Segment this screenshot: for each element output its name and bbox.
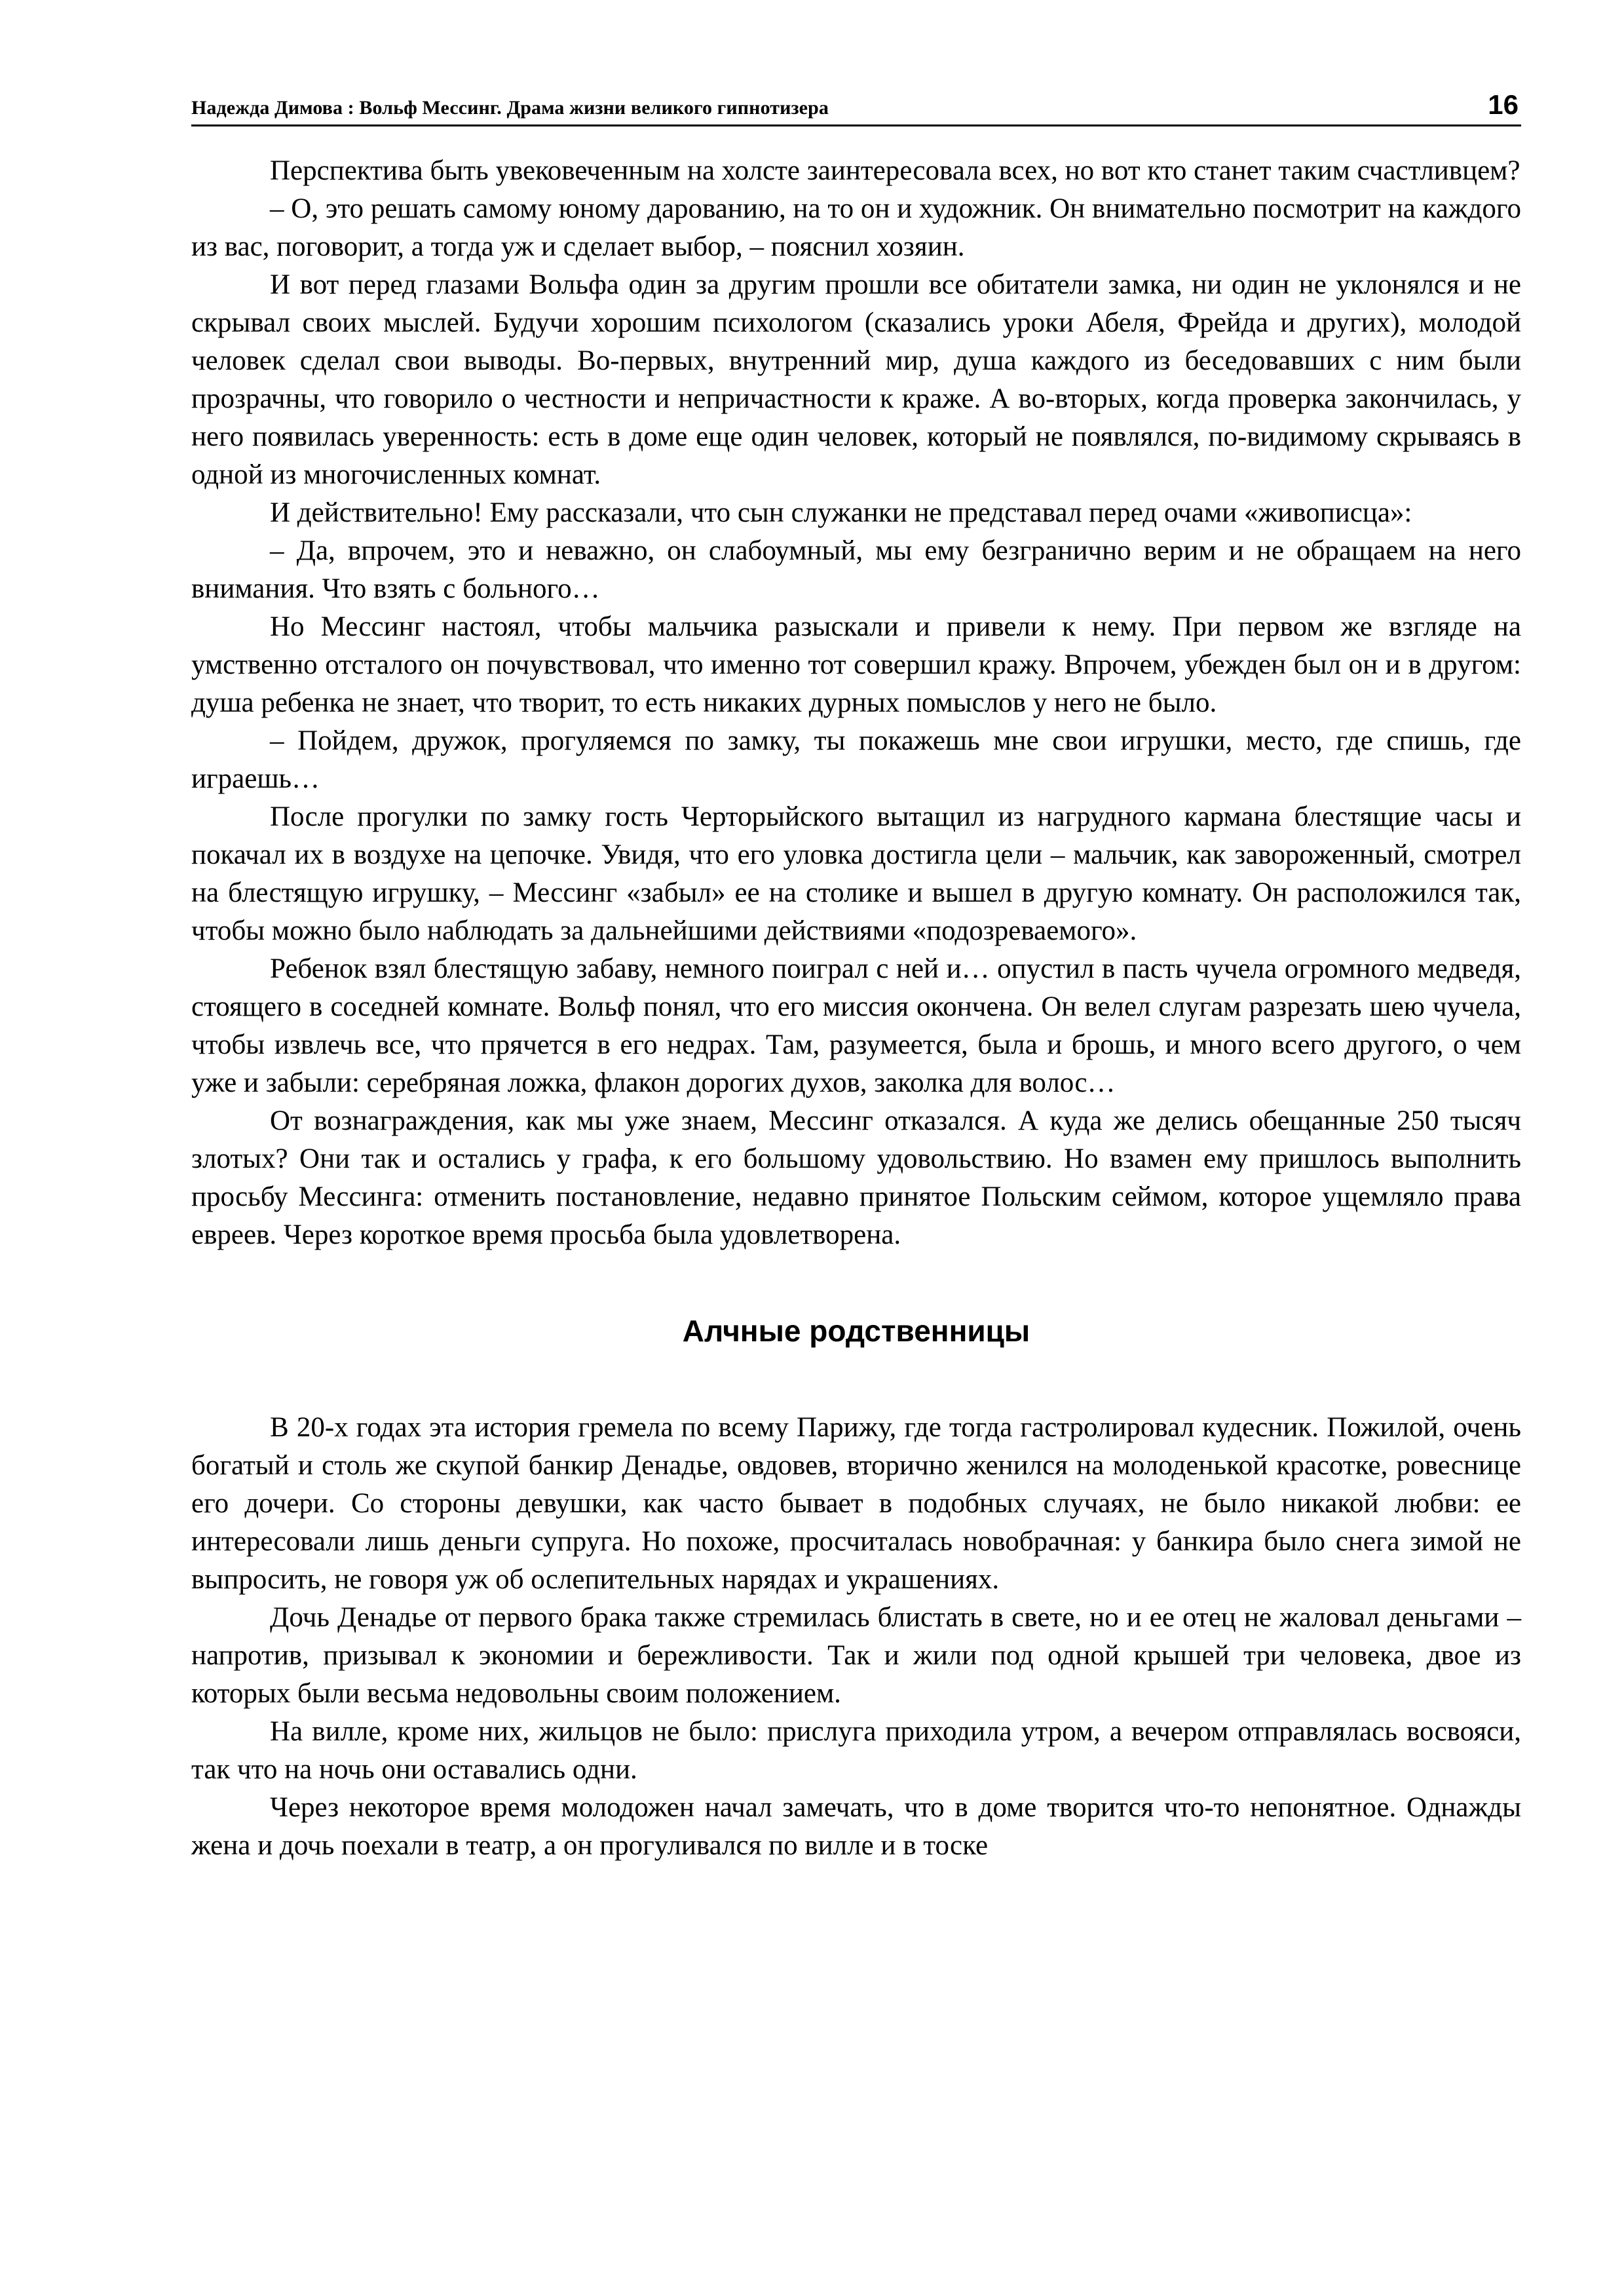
paragraph: Ребенок взял блестящую забаву, немного поиграл с ней и… опустил в пасть чучела огромного медведя, стоящего в соседней комнате. Вольф понял, что его миссия окончена. Он велел слугам разрезать шею чучела, чтобы извлечь все, что прячется в его недрах. Там, разумеется, была и брошь, и много всего другого, о чем уже и забыли: серебряная ложка, флакон дорогих духов, заколка для волос… <box>191 953 1521 1098</box>
paragraph: Через некоторое время молодожен начал замечать, что в доме творится что-то непонятное. Однажды жена и дочь поехали в театр, а он прогуливался по вилле и в тоске <box>191 1792 1521 1861</box>
paragraph: – О, это решать самому юному дарованию, на то он и художник. Он внимательно посмотрит на каждого из вас, поговорит, а тогда уж и сделает выбор, – пояснил хозяин. <box>191 193 1521 262</box>
paragraph: В 20-х годах эта история гремела по всему Парижу, где тогда гастролировал кудесник. Пожилой, очень богатый и столь же скупой банкир Денадье, овдовев, вторично женился на молоденькой красотке, ровеснице его дочери. Со стороны девушки, как часто бывает в подобных случаях, не было никакой любви: ее интересовали лишь деньги супруга. Но похоже, просчиталась новобрачная: у банкира было снега зимой не выпросить, не говоря уж об ослепительных нарядах и украшениях. <box>191 1412 1521 1595</box>
page-header <box>191 89 1521 126</box>
running-header-title: Надежда Димова : Вольф Мессинг. Драма жизни великого гипнотизера <box>191 97 829 119</box>
paragraph: И действительно! Ему рассказали, что сын служанки не представал перед очами «живописца»: <box>270 497 1412 528</box>
body-text <box>191 152 1521 1865</box>
paragraph: Но Мессинг настоял, чтобы мальчика разыскали и привели к нему. При первом же взгляде на умственно отсталого он почувствовал, что именно тот совершил кражу. Впрочем, убежден был он и в другом: душа ребенка не знает, что творит, то есть никаких дурных помыслов у него не было. <box>191 611 1521 718</box>
paragraph: От вознаграждения, как мы уже знаем, Мессинг отказался. А куда же делись обещанные 250 тысяч злотых? Они так и остались у графа, к его большому удовольствию. Но взамен ему пришлось выполнить просьбу Мессинга: отменить постановление, недавно принятое Польским сеймом, которое ущемляло права евреев. Через короткое время просьба была удовлетворена. <box>191 1105 1521 1250</box>
section-heading: Алчные родственницы <box>682 1314 1030 1348</box>
paragraph: Дочь Денадье от первого брака также стремилась блистать в свете, но и ее отец не жаловал деньгами – напротив, призывал к экономии и бережливости. Так и жили под одной крышей три человека, двое из которых были весьма недовольны своим положением. <box>191 1602 1521 1709</box>
page-number: 16 <box>1488 89 1519 120</box>
paragraph: – Пойдем, дружок, прогуляемся по замку, ты покажешь мне свои игрушки, место, где спишь, где играешь… <box>191 725 1521 794</box>
paragraph: На вилле, кроме них, жильцов не было: прислуга приходила утром, а вечером отправлялась восвояси, так что на ночь они оставались одни. <box>191 1716 1521 1785</box>
paragraph: После прогулки по замку гость Черторыйского вытащил из нагрудного кармана блестящие часы и покачал их в воздухе на цепочке. Увидя, что его уловка достигла цели – мальчик, как завороженный, смотрел на блестящую игрушку, – Мессинг «забыл» ее на столике и вышел в другую комнату. Он расположился так, чтобы можно было наблюдать за дальнейшими действиями «подозреваемого». <box>191 801 1521 946</box>
paragraph: – Да, впрочем, это и неважно, он слабоумный, мы ему безгранично верим и не обращаем на него внимания. Что взять с больного… <box>191 535 1521 604</box>
paragraph: Перспектива быть увековеченным на холсте заинтересовала всех, но вот кто станет таким счастливцем? <box>270 155 1520 186</box>
paragraph: И вот перед глазами Вольфа один за другим прошли все обитатели замка, ни один не уклонялся и не скрывал своих мыслей. Будучи хорошим психологом (сказались уроки Абеля, Фрейда и других), молодой человек сделал свои выводы. Во-первых, внутренний мир, душа каждого из беседовавших с ним были прозрачны, что говорило о честности и непричастности к краже. А во-вторых, когда проверка закончилась, у него появилась уверенность: есть в доме еще один человек, который не появлялся, по-видимому скрываясь в одной из многочисленных комнат. <box>191 269 1521 490</box>
